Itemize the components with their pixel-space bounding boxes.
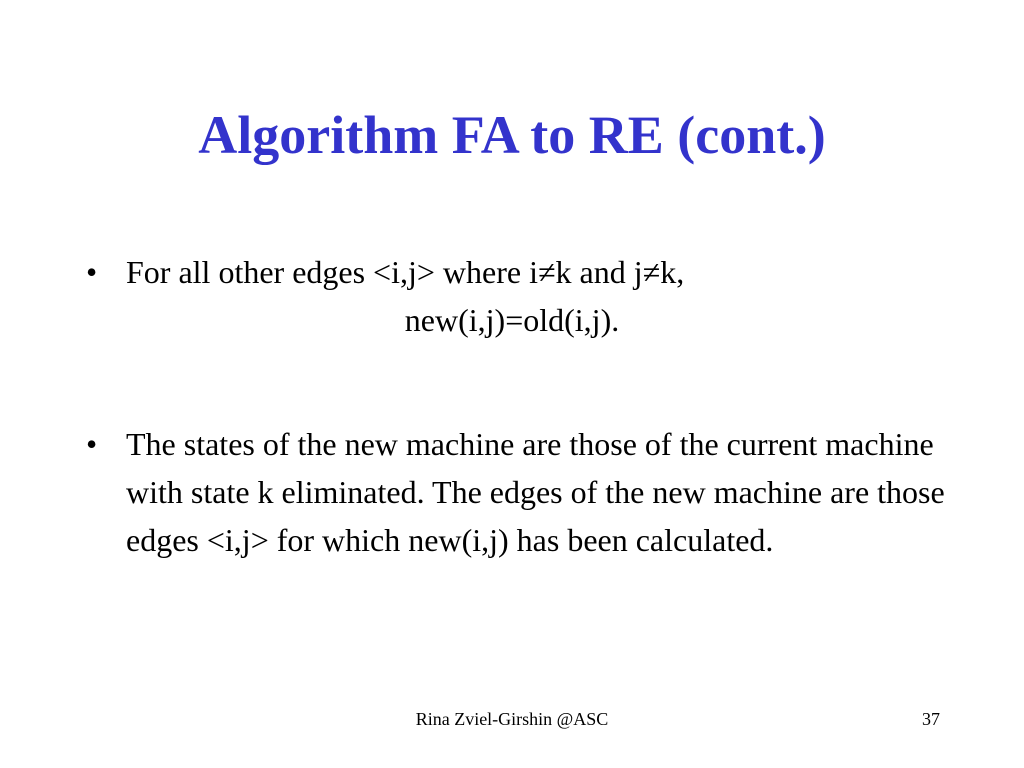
bullet-marker: • bbox=[86, 254, 98, 290]
bullet-text: For all other edges <i,j> where i≠k and j≠k, bbox=[126, 254, 685, 290]
footer-page-number: 37 bbox=[922, 709, 940, 729]
footer-author: Rina Zviel-Girshin @ASC bbox=[415, 709, 609, 729]
bullet-text: The states of the new machine are those of the current machine with state k eliminated. The edges of the new machine are those edges <i,j> for which new(i,j) has been calculated. bbox=[126, 426, 945, 558]
bullet-continuation: new(i,j)=old(i,j). bbox=[404, 302, 620, 338]
slide-title: Algorithm FA to RE (cont.) bbox=[198, 105, 826, 165]
bullet-marker: • bbox=[86, 426, 98, 462]
